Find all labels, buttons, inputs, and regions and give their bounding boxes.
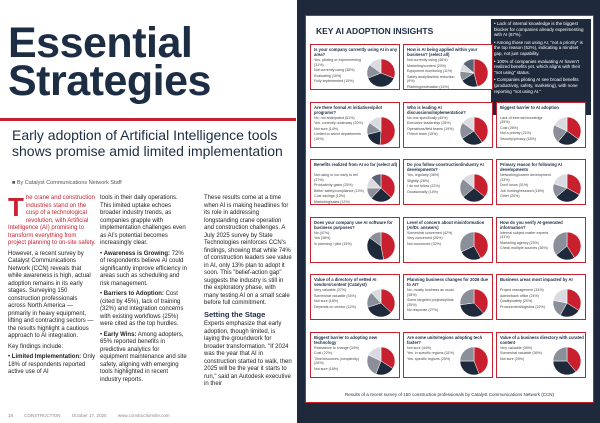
card-question: Biggest barrier to AI adoption xyxy=(500,104,559,110)
card-question: Are some units/regions adopting tech faster? xyxy=(407,334,483,345)
pie-chart xyxy=(459,288,489,318)
legend-entry: Equipment monitoring (11%) xyxy=(407,69,453,74)
pie-chart xyxy=(459,346,489,376)
legend-entry: Not currently using (38%) xyxy=(314,68,355,73)
headline-line-1: Essential xyxy=(8,19,193,67)
card-question: Primary reason for following AI developments xyxy=(500,162,562,172)
legend-entry: Project management (34%) xyxy=(500,288,544,292)
footer-brand: CONSTRUCTION xyxy=(24,413,61,418)
legend-entry: No (47%) xyxy=(314,230,330,235)
legend-entry: Not sure (14%) xyxy=(314,126,339,131)
survey-card xyxy=(403,159,493,205)
callout-text: 100% of companies evaluating AI haven't realized benefits yet, which aligns with their "not using" status. xyxy=(494,58,581,75)
bullet-1-label: Limited Implementation: xyxy=(11,354,82,360)
legend-entry: Cost (26%) xyxy=(500,125,518,130)
survey-card xyxy=(310,217,400,263)
legend-entry: Procurement/logistics (22%) xyxy=(500,304,545,309)
survey-card xyxy=(496,274,586,320)
legend-entry: Better safety/compliance (13%) xyxy=(314,188,364,193)
bullet-3-text: Cost (cited by 45%), lack of training (32%) and integration concerns with existing workflows (25%) were cited as the top hurdles. xyxy=(100,291,184,327)
legend-entry: Don't know (31%) xyxy=(500,183,529,188)
legend-entry: Occasionally (14%) xyxy=(407,189,438,194)
pie-slice xyxy=(460,347,474,361)
legend-entry: Resistance to change (34%) xyxy=(314,345,360,350)
survey-card xyxy=(496,159,586,205)
headline-line-2: Strategies xyxy=(8,57,211,105)
legend-entry: Job hunting/research (16%) xyxy=(500,188,545,193)
card-question: Are there formal AI initiatives/pilot programs? xyxy=(314,104,383,115)
legend-entry: Yes (38%) xyxy=(314,236,331,241)
callout-item: • Among those not using AI, "not a priority" is the top reason (52%), indicating a mindset gap, not just capability. xyxy=(494,39,583,56)
survey-card xyxy=(403,102,493,148)
col3-paragraph-2: Experts emphasize that early adoption, though limited, is laying the groundwork for broader transformation. "If 2024 was the year that AI in construction started to walk, then 2025 will be the year it starts to run," said an Autodesk executive in their xyxy=(204,321,292,387)
col1-paragraph-1: he crane and construction industries stand on the cusp of a technological revolution, with Artificial Intelligence (AI) promising to transform everything from project planning to on-site safety. xyxy=(8,195,96,246)
card-question: Who is leading AI discussions/implementation? xyxy=(407,104,466,115)
legend-entry: Lack of internal knowledge (35%) xyxy=(500,115,543,125)
pie-slice xyxy=(553,289,567,303)
col1-paragraph-2: However, a recent survey by Catalyst Communications Network (CCN) reveals that while awareness is high, actual adoption remains in its early stages. Surveying 150 construction professionals across North America — primarily in heavy equipment, lifting and contracting sectors — the results highlight a cautious approach to AI integration. xyxy=(8,250,94,339)
callout-item: • 100% of companies evaluating AI haven't realized benefits yet, which aligns with their "not using" status. xyxy=(494,58,581,75)
card-legend xyxy=(407,346,459,363)
callout-item: • Lack of internal knowledge is the biggest blocker for companies already experimenting with AI (67%). xyxy=(494,21,584,38)
legend-entry: I do not follow (22%) xyxy=(407,184,440,189)
pie-chart xyxy=(552,288,582,318)
legend-entry: Cost savings (13%) xyxy=(314,194,346,199)
survey-card xyxy=(403,274,493,320)
card-legend xyxy=(500,288,552,310)
pie-chart xyxy=(366,346,396,376)
legend-entry: Some targeted projects/pilots (35%) xyxy=(407,298,454,307)
pie-chart xyxy=(366,173,396,203)
callout-text: Lack of internal knowledge is the biggest blocker for companies already experimenting with AI (67%). xyxy=(494,21,584,38)
legend-entry: Not sure (18%) xyxy=(314,299,339,304)
legend-entry: Not a priority (21%) xyxy=(500,131,531,136)
pie-chart xyxy=(552,173,582,203)
card-legend xyxy=(407,231,459,248)
bullet-2-text: 72% of respondents believe AI could significantly improve efficiency in areas such as scheduling and risk management. xyxy=(100,250,187,287)
legend-entry: In planning / pilot (15%) xyxy=(314,241,352,246)
legend-entry: Not sure (25%) xyxy=(500,356,525,361)
article-column-1: The crane and construction industries stand on the cusp of a technological revolution, with Artificial Intelligence (AI) promising to transform everything from project planning to on-site safety. However, a recent survey by Catalyst Communications Network (CCN) reveals that while awareness is high, actual adoption remains in its early stages. Surveying 150 construction professionals across North America — primarily in heavy equipment, lifting and contracting sectors — the results highlight a cautious approach to AI integration. Key findings include: • Limited Implementation: Only 18% of respondents reported active use of AI xyxy=(8,192,96,375)
legend-entry: Yes, currently underway (20%) xyxy=(314,121,363,126)
legend-entry: Marketing agency (23%) xyxy=(500,240,539,245)
legend-entry: Internal subject matter experts (41%) xyxy=(500,230,549,240)
legend-entry: Somewhat valuable (33%) xyxy=(314,293,356,298)
article-column-2: tools in their daily operations. This limited uptake echoes broader industry trends, as companies grapple with implementation challenges even as AI's potential becomes increasingly clear. • Awareness is Growing: 72% of respondents believe AI could significantly improve efficiency in areas such as scheduling and risk management. • Barriers to Adoption: Cost (cited by 45%), lack of training (32%) and integration concerns with existing workflows (25%) were cited as the top hurdles. • Early Wins: Among adopters, 65% reported benefits in predictive analytics for equipment maintenance and site safety, aligning with emerging tools highlighted in recent industry reports. xyxy=(100,195,187,383)
survey-card xyxy=(496,102,586,148)
legend-entry: Time/resources (complexity) (26%) xyxy=(314,356,359,366)
legend-entry: Not using or too early to tell (37%) xyxy=(314,173,358,182)
survey-card xyxy=(403,332,493,378)
panel-footer: Results of a recent survey of 150 construction professionals by Catalyst Communications Network (CCN) xyxy=(344,392,555,397)
pie-chart xyxy=(552,231,582,261)
card-legend xyxy=(314,116,366,143)
card-question: Value of a directory of vetted AI vendors/content (Catalyst) xyxy=(314,277,377,287)
legend-entry: Yes, specific regions (25%) xyxy=(407,356,451,361)
legend-entry: IT/tech team (15%) xyxy=(407,132,438,137)
legend-entry: Security/privacy (18%) xyxy=(500,136,536,141)
legend-entry: Very valuable (37%) xyxy=(314,288,347,292)
pie-chart xyxy=(366,58,396,88)
legend-entry: Other (20%) xyxy=(500,194,520,199)
col3-paragraph-1: These results come at a time when AI is making headlines for its role in addressing longstanding crane operation and construction challenges. A July 2025 survey by State Technologies reinforces CCN's findings, showing that while 74% of construction leaders see value in AI, only 13% plan to adopt it soon. This "belief-action gap" suggests the industry is still in the exploratory phase, with many testing AI on a small scale before full commitment. xyxy=(204,195,292,306)
legend-entry: No, mostly business as usual (38%) xyxy=(407,288,454,297)
pie-chart xyxy=(366,116,396,146)
legend-entry: Fully implemented (15%) xyxy=(314,79,354,84)
card-question: How do you verify AI-generated information? xyxy=(500,219,563,230)
survey-card xyxy=(310,332,400,378)
legend-entry: Depends on vendor (12%) xyxy=(314,304,356,309)
legend-entry: Cost (22%) xyxy=(314,351,332,356)
card-question: Benefits realized from AI so far (select all) xyxy=(314,162,398,167)
survey-card xyxy=(403,44,493,90)
legend-entry: No one specifically (40%) xyxy=(407,115,448,120)
infographic-page xyxy=(297,0,600,423)
card-question: Is your company currently using AI in any area? xyxy=(314,47,398,57)
legend-entry: Limited to select departments (15%) xyxy=(314,132,361,141)
footer-url: www.constructionsite.com xyxy=(117,413,170,418)
pie-slice xyxy=(553,347,567,361)
legend-entry: Not currently using (46%) xyxy=(407,58,448,62)
byline: ■ By Catalyst Communications Network Staff xyxy=(12,180,122,186)
legend-entry: Quality/safety (20%) xyxy=(500,299,533,304)
legend-entry: Somewhat valuable (36%) xyxy=(500,351,542,356)
card-legend xyxy=(407,288,459,314)
legend-entry: Marketing/sales (12%) xyxy=(314,199,350,204)
legend-entry: Admin/back office (24%) xyxy=(500,293,539,298)
legend-entry: Somewhat concerned (42%) xyxy=(407,230,453,235)
bullet-2-label: Awareness is Growing: xyxy=(103,250,171,257)
card-legend xyxy=(500,231,552,252)
card-question: Value of a business directory with curated content xyxy=(500,334,584,345)
legend-entry: Marketing/content (20%) xyxy=(407,63,447,68)
pie-chart xyxy=(459,58,489,88)
card-question: Planning business changes for 2026 due to AI? xyxy=(407,277,488,287)
legend-entry: Very valuable (39%) xyxy=(500,345,533,350)
pie-chart xyxy=(459,116,489,146)
card-legend xyxy=(314,231,366,248)
card-legend xyxy=(407,173,459,195)
survey-card xyxy=(403,217,493,263)
panel-title: KEY AI ADOPTION INSIGHTS xyxy=(316,26,434,36)
article-column-3 xyxy=(204,195,292,392)
pie-chart xyxy=(366,288,396,318)
card-legend xyxy=(500,116,552,143)
col2-paragraph-1: tools in their daily operations. This limited uptake echoes broader industry trends, as companies grapple with implementation challenges even as AI's potential becomes increasingly clear. xyxy=(100,195,186,246)
legend-entry: Not sure (18%) xyxy=(314,366,339,371)
legend-entry: Yes, in specific regions (31%) xyxy=(407,351,455,356)
section-heading: Setting the Stage xyxy=(204,309,266,319)
drop-cap: T xyxy=(8,192,24,222)
legend-entry: Very concerned (26%) xyxy=(407,236,443,241)
survey-card xyxy=(310,159,400,205)
legend-entry: Not concerned (32%) xyxy=(407,241,441,246)
card-legend xyxy=(314,346,366,373)
card-legend xyxy=(407,116,459,138)
card-legend xyxy=(500,173,552,200)
card-question: Business areas most impacted by AI xyxy=(500,277,573,282)
legend-entry: Networking/career development (33%) xyxy=(500,173,551,182)
card-question: Do you follow construction/industry AI developments? xyxy=(407,162,484,172)
pie-chart xyxy=(552,116,582,146)
pie-slice xyxy=(380,117,395,145)
card-question: Biggest barrier to adopting new technology xyxy=(314,334,378,345)
legend-entry: Safety analytics/risk reduction (9%) xyxy=(407,74,455,84)
pie-chart xyxy=(459,173,489,203)
callout-text: Companies piloting AI see broad benefits (productivity, safety, marketing), with none reporting "not using AI." xyxy=(494,77,579,94)
legend-entry: Yes, regularly (36%) xyxy=(407,173,440,177)
legend-entry: Evaluating (16%) xyxy=(314,73,342,78)
pie-chart xyxy=(552,346,582,376)
bullet-3-label: Barriers to Adoption: xyxy=(103,291,164,297)
card-legend xyxy=(314,288,366,310)
card-question: Level of concern about misinformation (AI/Dr. answers) xyxy=(407,219,485,230)
card-legend xyxy=(314,173,366,206)
callout-item: • Companies piloting AI see broad benefits (productivity, safety, marketing), with none reporting "not using AI." xyxy=(494,77,579,94)
legend-entry: Yes, piloting or experimenting (31%) xyxy=(314,58,362,67)
legend-entry: Executive leadership (26%) xyxy=(407,121,451,126)
legend-entry: No response (27%) xyxy=(407,308,438,313)
survey-card xyxy=(310,274,400,320)
pie-chart xyxy=(366,231,396,261)
bullet-4-label: Early Wins: xyxy=(103,331,137,338)
card-legend xyxy=(500,346,552,363)
survey-card xyxy=(496,332,586,378)
card-legend xyxy=(407,58,459,91)
survey-card xyxy=(310,44,400,90)
card-question: How is AI being applied within your business? (select all) xyxy=(407,47,478,57)
page-number: 18 xyxy=(8,413,14,418)
legend-entry: No, not anticipated (51%) xyxy=(314,115,355,120)
left-footer xyxy=(8,413,180,418)
footer-date: October 17, 2025 xyxy=(71,413,107,418)
divider-bar xyxy=(0,118,296,121)
byline-text: By Catalyst Communications Network Staff xyxy=(16,180,122,186)
col1-paragraph-3: Key findings include: xyxy=(8,343,64,350)
bullet-4-text: Among adopters, 65% reported benefits in predictive analytics for equipment maintenance and site safety, aligning with emerging tools highlighted in recent industry reports. xyxy=(100,331,187,383)
pie-slice xyxy=(381,232,395,260)
legend-entry: Slightly (28%) xyxy=(407,178,430,183)
insights-panel xyxy=(305,15,594,403)
legend-entry: Planning/estimation (14%) xyxy=(407,84,449,89)
subheadline: Early adoption of Artificial Intelligence tools shows promise amid limited implementation xyxy=(12,127,283,159)
card-legend xyxy=(314,58,366,85)
pie-chart xyxy=(459,231,489,261)
legend-entry: Operations/field teams (19%) xyxy=(407,126,454,131)
pie-slice xyxy=(460,289,474,305)
headline xyxy=(8,19,211,105)
card-question: Does your company use AI software for business purposes? xyxy=(314,219,393,230)
survey-card xyxy=(310,102,400,148)
legend-entry: Productivity gains (25%) xyxy=(314,183,353,188)
survey-card xyxy=(496,217,586,263)
article-page xyxy=(0,0,296,423)
legend-entry: Check multiple sources (36%) xyxy=(500,246,548,251)
callout-text: Among those not using AI, "not a priority" is the top reason (52%), indicating a mindset gap, not just capability. xyxy=(494,39,583,56)
bullet-1-text: Only 18% of respondents reported active use of AI xyxy=(8,354,96,375)
legend-entry: Not sure (44%) xyxy=(407,345,432,350)
